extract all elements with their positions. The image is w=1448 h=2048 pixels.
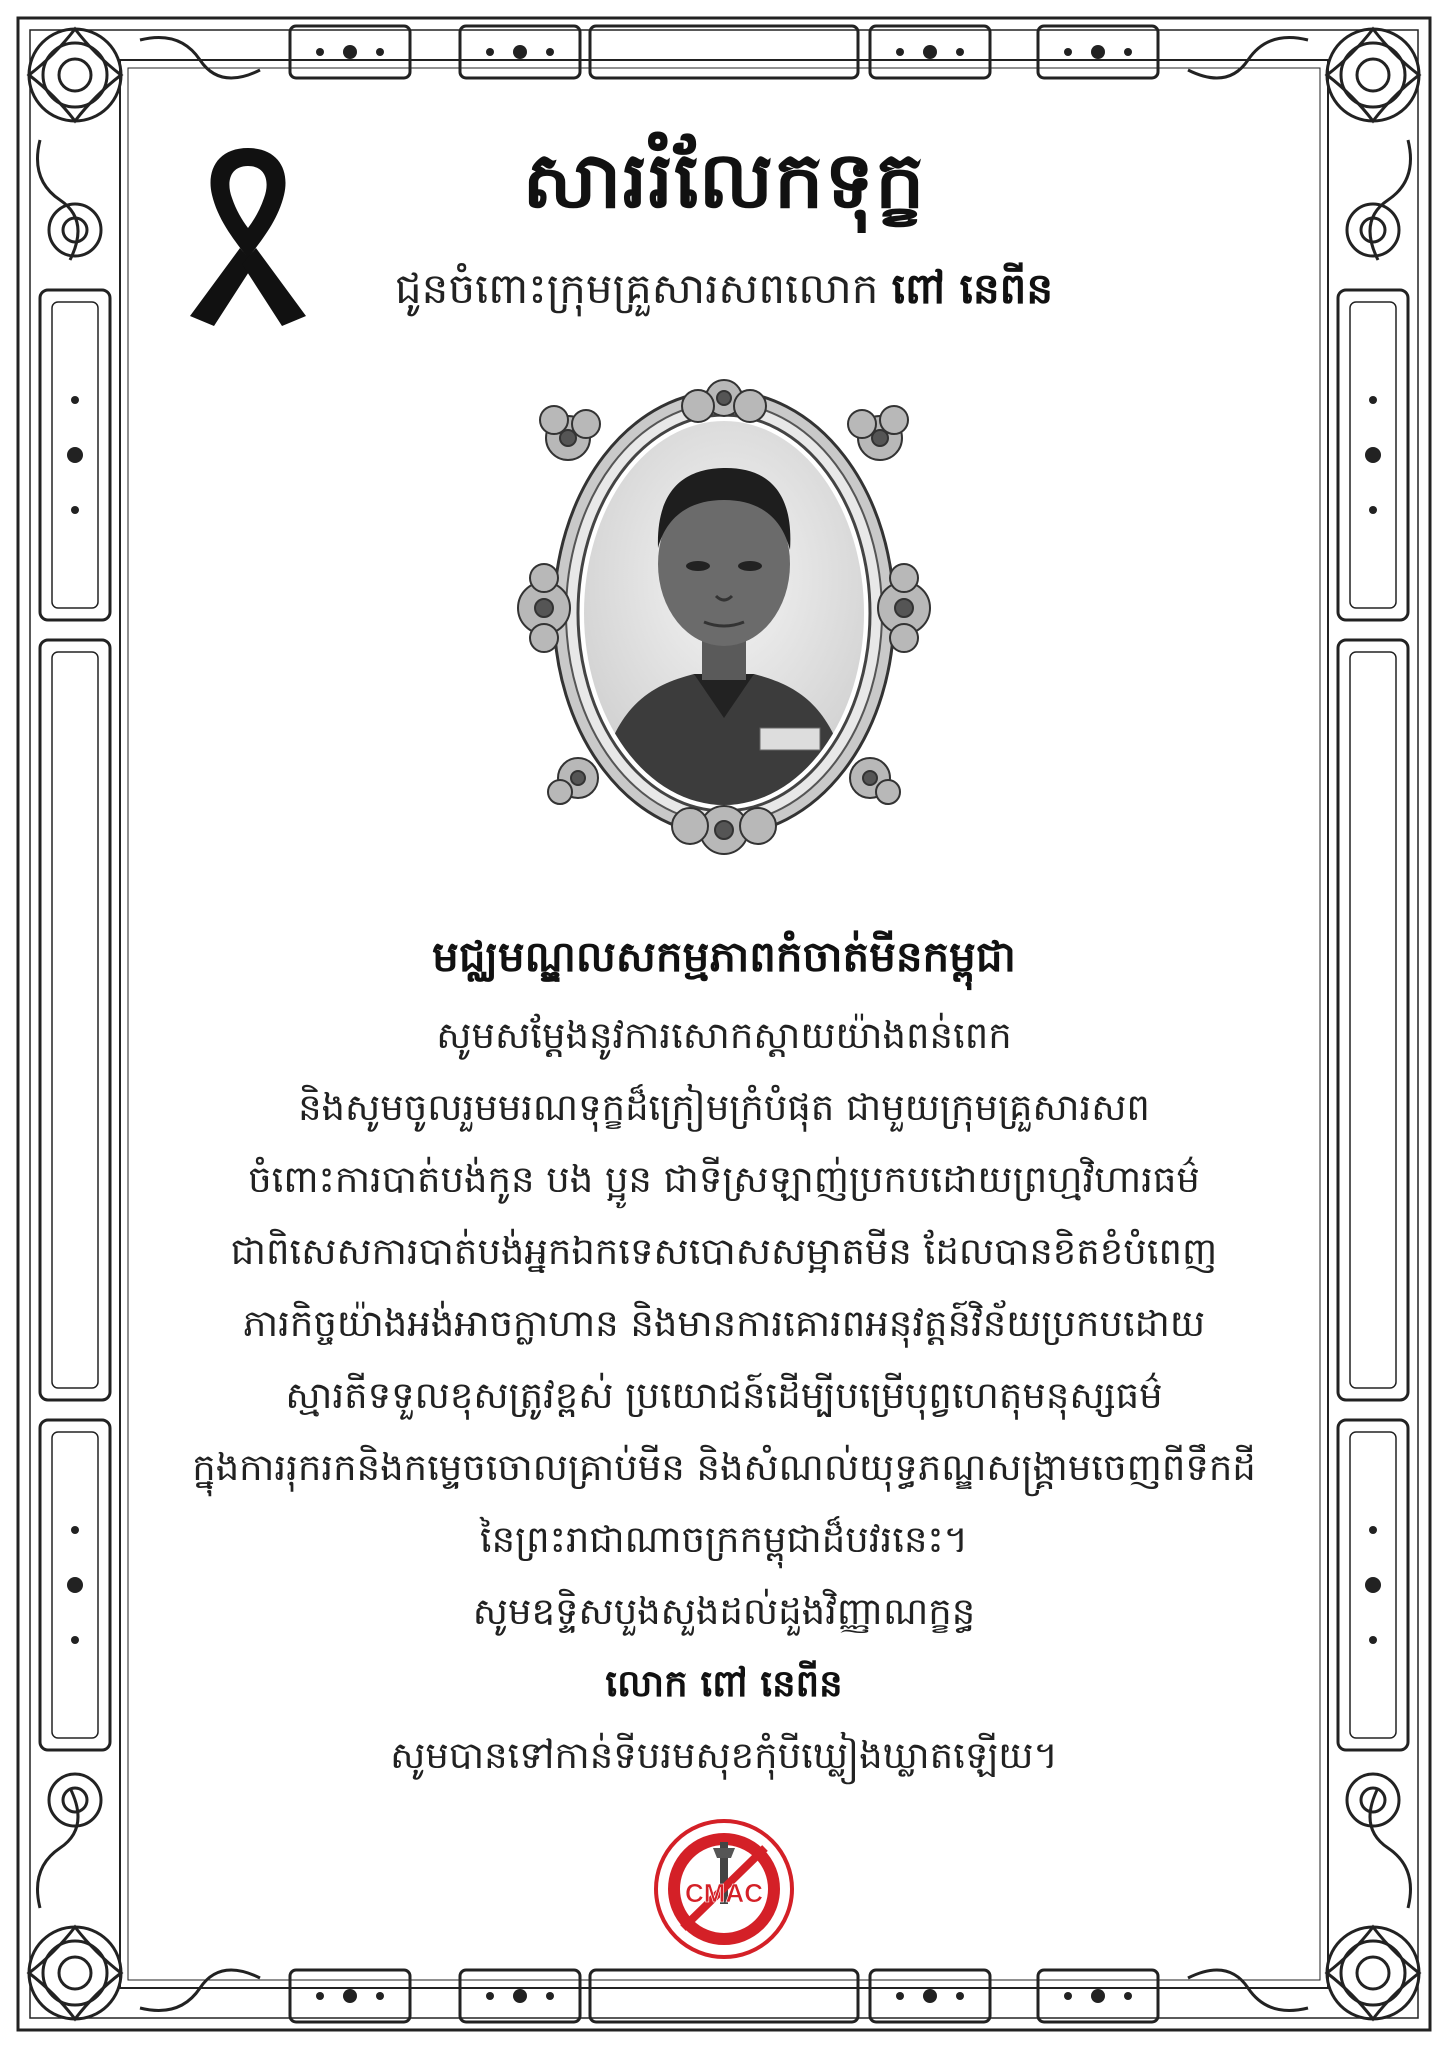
message-line: ភារកិច្ចយ៉ាងអង់អាចក្លាហាន និងមានការគោរពអនុវត្តន៍វិន័យប្រកបដោយ [242,1302,1206,1345]
message-line: សូមឧទ្ទិសបួងសួងដល់ដួងវិញ្ញាណក្ខន្ធ [472,1590,976,1633]
deceased-line: លោក ពៅ នេពីន [605,1662,843,1705]
message-line: ស្មារតីទទួលខុសត្រូវខ្ពស់ ប្រយោជន៍ដើម្បីបម្រើបុព្វហេតុមនុស្សធម៌ [285,1374,1163,1417]
deceased-name: ពៅ នេពីន [891,264,1053,313]
cmac-logo [653,1818,795,1960]
condolence-message [160,1000,1288,1792]
oval-floral-frame [498,368,950,858]
message-line: ជាពិសេសការបាត់បង់អ្នកឯកទេសបោសសម្អាតមីន ដែលបានខិតខំបំពេញ [230,1230,1218,1273]
organization-name: មជ្ឈមណ្ឌលសកម្មភាពកំចាត់មីនកម្ពុជា [432,932,1016,981]
svg-text:CMAC: CMAC [685,1878,763,1908]
message-line: សូមសម្តែងនូវការសោកស្តាយយ៉ាងពន់ពេក [436,1014,1012,1057]
message-line: ក្នុងការរុករកនិងកម្ទេចចោលគ្រាប់មីន និងសំណល់យុទ្ធភណ្ឌសង្គ្រាមចេញពីទឹកដី [192,1446,1256,1489]
message-line: នៃព្រះរាជាណាចក្រកម្ពុជាដ៏បវរនេះ។ [479,1518,969,1561]
message-line: និងសូមចូលរួមមរណទុក្ខដ៏ក្រៀមក្រំបំផុត ជាមួយក្រុមគ្រួសារសព [298,1086,1150,1129]
closing-line: សូមបានទៅកាន់ទីបរមសុខកុំបីឃ្លៀងឃ្លាតឡើយ។ [390,1734,1058,1777]
message-line: ចំពោះការបាត់បង់កូន បង ប្អូន ជាទីស្រឡាញ់ប្រកបដោយព្រហ្មវិហារធម៌ [248,1158,1200,1201]
page-title: សាររំលែកទុក្ខ [522,136,926,226]
dedication-line [0,262,1448,324]
dedication-prefix: ជូនចំពោះក្រុមគ្រួសារសពលោក [395,264,879,313]
